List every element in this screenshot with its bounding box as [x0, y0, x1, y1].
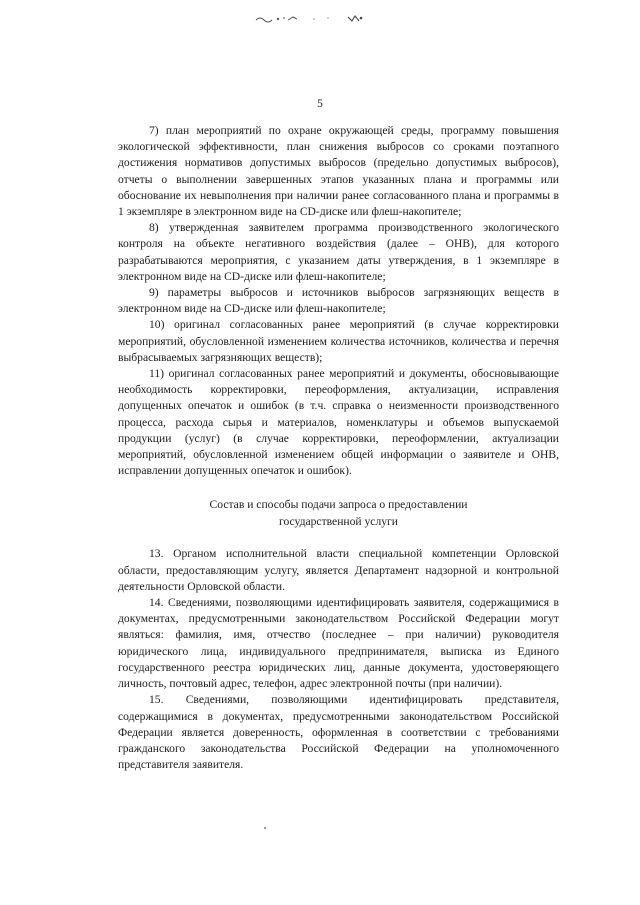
scan-artifact-marks [248, 12, 398, 24]
scan-dot-artifact [264, 827, 266, 829]
section-heading-line-2: государственной услуги [278, 514, 398, 528]
paragraph-item-7: 7) план мероприятий по охране окружающей среды, программу повышения экологической эффективности, план снижения выбросов со сроками поэтапного достижения нормативов допустимых выбросов (предельно допустимых выбросов), отчеты о выполнении завершенных этапов указанных плана и программы или обоснование их невыполнения при наличии ранее согласованного плана и программы в 1 экземпляре в электронном виде на CD-диске или флеш-накопителе; [118, 124, 559, 219]
paragraph-clause-14: 14. Сведениями, позволяющими идентифицировать заявителя, содержащимися в документах, предусмотренными законодательством Российской Федерации могут являться: фамилия, имя, отчество (последнее – при наличии) руководителя юридического лица, индивидуального предпринимателя, выписка из Единого государственного реестра юридических лиц, данные документа, удостоверяющего личность, почтовый адрес, телефон, адрес электронной почты (при наличии). [118, 596, 559, 691]
paragraph-item-9: 9) параметры выбросов и источников выбросов загрязняющих веществ в электронном виде на CD-диске или флеш-накопителе; [118, 286, 559, 316]
section-heading [118, 497, 559, 530]
paragraph-clause-15: 15. Сведениями, позволяющими идентифицировать представителя, содержащимися в документах, предусмотренными законодательством Российской Федерации является доверенность, оформленная в соответствии с требованиями гражданского законодательства Российской Федерации на уполномоченного представителя заявителя. [118, 693, 559, 772]
document-body [118, 123, 559, 773]
paragraph-item-8: 8) утвержденная заявителем программа производственного экологического контроля на объекте негативного воздействия (далее – ОНВ), для которого разрабатываются мероприятия, с указанием даты утверждения, в 1 экземпляре в электронном виде на CD-диске или флеш-накопителе; [118, 221, 559, 283]
paragraph-clause-13: 13. Органом исполнительной власти специальной компетенции Орловской области, предоставляющим услугу, является Департамент надзорной и контрольной деятельности Орловской области. [118, 547, 559, 593]
page-number: 5 [317, 98, 323, 110]
paragraph-item-11: 11) оригинал согласованных ранее мероприятий и документы, обосновывающие необходимость корректировки, переоформления, актуализации, исправления допущенных опечаток и ошибок (в т.ч. справка о неизменности производственного процесса, расхода сырья и материалов, номенклатуры и объемов выпускаемой продукции (услуг) (в случае корректировки, переоформлении, актуализации мероприятий, обусловленной изменением общей информации о заявителе и ОНВ, исправлении допущенных опечаток и ошибок). [118, 367, 559, 478]
section-heading-line-1: Состав и способы подачи запроса о предоставлении [209, 498, 468, 512]
paragraph-item-10: 10) оригинал согласованных ранее мероприятий (в случае корректировки мероприятий, обусловленной изменением количества источников, количества и перечня выбрасываемых загрязняющих веществ); [118, 318, 559, 364]
